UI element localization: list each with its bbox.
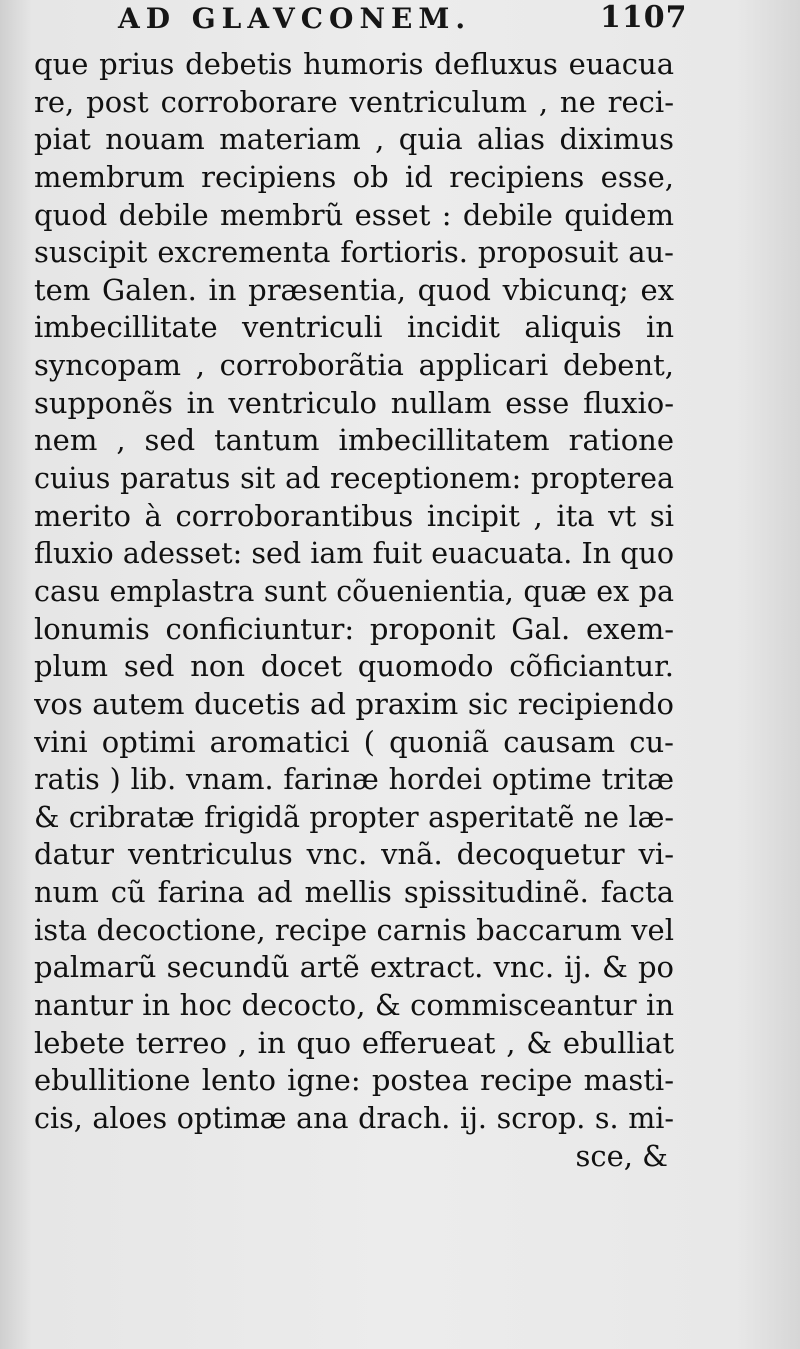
- text-line: suscipit excrementa fortioris. proposuit au-: [34, 235, 674, 270]
- text-line: quod debile membrũ esset : debile quidem: [34, 197, 674, 232]
- text-line: supponẽs in ventriculo nullam esse fluxio-: [34, 385, 674, 420]
- text-line: nantur in hoc decocto, & commisceantur in: [34, 988, 674, 1023]
- text-line: plum sed non docet quomodo cõficiantur.: [34, 649, 674, 684]
- text-line: ratis ) lib. vnam. farinæ hordei optime tritæ: [34, 763, 674, 797]
- text-line: membrum recipiens ob id recipiens esse,: [34, 159, 674, 194]
- text-line: lonumis conficiuntur: proponit Gal. exem-: [34, 611, 674, 646]
- text-line: num cũ farina ad mellis spissitudinẽ. facta: [34, 875, 674, 910]
- running-head: AD GLAVCONEM.: [118, 2, 472, 35]
- text-line: lebete terreo , in quo efferueat , & ebulliat: [34, 1025, 674, 1060]
- page-header: [0, 0, 800, 40]
- body-text: [34, 46, 674, 1175]
- page-number: 1107: [600, 0, 688, 35]
- text-line: imbecillitate ventriculi incidit aliquis in: [34, 310, 674, 345]
- text-line: nem , sed tantum imbecillitatem ratione: [34, 423, 674, 458]
- text-line: palmarũ secundũ artẽ extract. vnc. ij. & po: [34, 950, 674, 985]
- text-line: ebullitione lento igne: postea recipe masti-: [34, 1063, 674, 1098]
- text-line: vini optimi aromatici ( quoniã causam cu-: [34, 724, 674, 759]
- text-line: vos autem ducetis ad praxim sic recipiendo: [34, 686, 674, 721]
- text-line: re, post corroborare ventriculum , ne reci-: [34, 84, 674, 119]
- text-line: ista decoctione, recipe carnis baccarum vel: [34, 912, 674, 947]
- text-line: & cribratæ frigidã propter asperitatẽ ne læ-: [34, 800, 674, 834]
- text-line: tem Galen. in præsentia, quod vbicunq; ex: [34, 272, 674, 307]
- text-line: piat nouam materiam , quia alias diximus: [34, 122, 674, 157]
- text-line: datur ventriculus vnc. vnã. decoquetur vi-: [34, 837, 674, 872]
- text-line: merito à corroborantibus incipit , ita vt si: [34, 498, 674, 533]
- text-line: syncopam , corroborãtia applicari debent,: [34, 348, 674, 383]
- text-line: casu emplastra sunt cõuenientia, quæ ex pa: [34, 574, 674, 608]
- text-line: cis, aloes optimæ ana drach. ij. scrop. s. mi-: [34, 1101, 674, 1135]
- text-line: que prius debetis humoris defluxus euacua: [34, 47, 674, 81]
- catchword-line: sce, &: [575, 1138, 668, 1173]
- text-line: fluxio adesset: sed iam fuit euacuata. In quo: [34, 537, 674, 571]
- text-line: cuius paratus sit ad receptionem: propterea: [34, 462, 674, 496]
